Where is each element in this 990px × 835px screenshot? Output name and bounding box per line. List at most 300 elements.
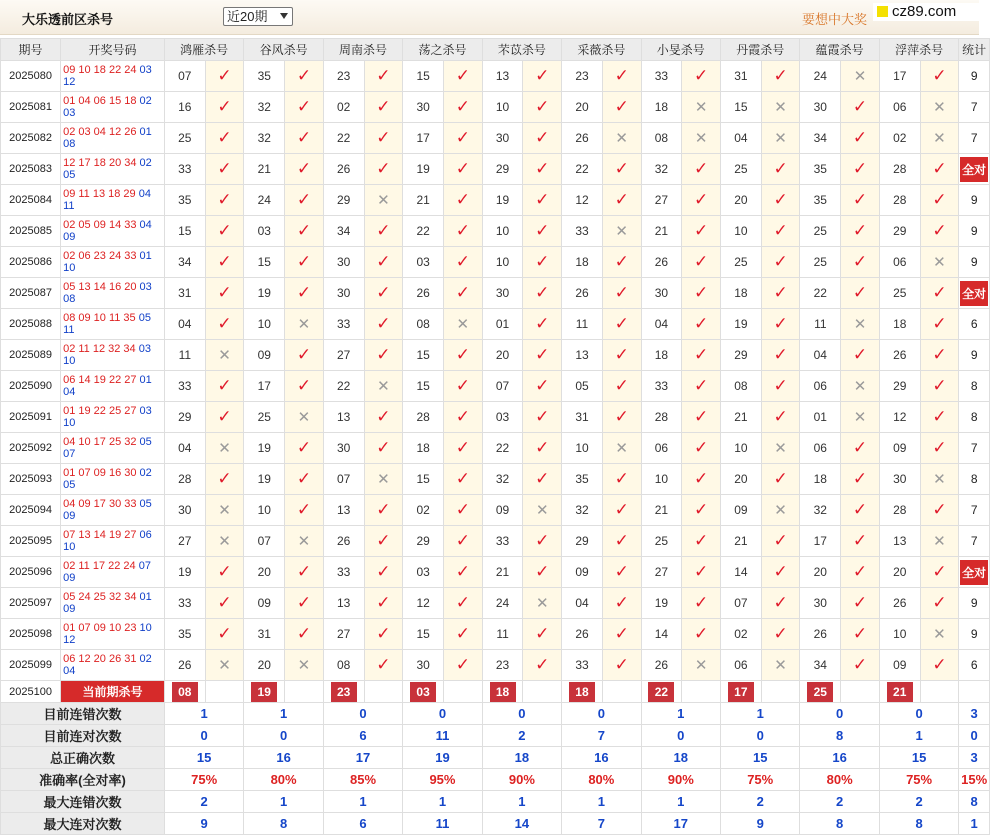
result-cell [920,433,959,464]
stat-value: 2 [879,791,958,813]
kill-number-cell: 10 [641,464,682,495]
all-right-badge: 全对 [960,157,988,182]
stat-value: 7 [562,725,641,747]
result-cell [364,526,403,557]
result-cell [761,402,800,433]
kill-number-cell: 06 [800,433,841,464]
kill-number-cell: 22 [403,216,444,247]
kill-number-cell: 18 [562,247,603,278]
promo-link[interactable]: 要想中大奖 [802,12,868,27]
result-cell [761,340,800,371]
result-cell [285,61,324,92]
result-cell [602,464,641,495]
kill-number-cell: 34 [323,216,364,247]
check-icon: ✓ [614,345,629,364]
check-icon: ✓ [376,314,391,333]
result-cell [364,495,403,526]
check-icon: ✓ [376,500,391,519]
stat-value: 1 [721,703,800,725]
check-icon: ✓ [296,159,312,178]
col-expert-8: 蕴霞杀号 [800,39,879,61]
result-cell [682,557,721,588]
period-cell: 2025096 [1,557,61,588]
kill-number-cell: 08 [323,650,364,681]
current-kill-cell [879,681,920,703]
result-cell [523,495,562,526]
result-cell [920,340,959,371]
current-kill-cell [164,681,205,703]
result-cell [602,340,641,371]
check-icon: ✓ [455,66,470,85]
result-cell [682,154,721,185]
stat-value: 7 [562,813,641,835]
check-icon: ✓ [773,314,788,333]
result-cell [523,278,562,309]
check-icon: ✓ [376,655,391,674]
kill-number-cell: 20 [482,340,523,371]
result-cell [920,619,959,650]
stat-value: 0 [323,703,402,725]
kill-number-cell: 07 [323,464,364,495]
back-numbers: 02 05 [63,157,152,181]
check-icon: ✓ [614,407,629,426]
kill-number-cell: 19 [164,557,205,588]
result-cell [920,371,959,402]
check-icon: ✓ [694,314,709,333]
kill-number-cell: 29 [164,402,205,433]
kill-number-cell: 19 [244,464,285,495]
result-cell [285,371,324,402]
kill-number-cell: 33 [164,154,205,185]
kill-number-cell: 33 [562,216,603,247]
front-numbers: 04 09 17 30 33 [63,498,137,510]
result-cell [285,464,324,495]
check-icon: ✓ [296,469,312,488]
check-icon: ✓ [773,469,788,488]
cross-icon: ✕ [218,347,231,364]
cross-icon: ✕ [774,440,787,457]
check-icon: ✓ [296,221,312,240]
result-cell [205,92,244,123]
kill-number-cell: 07 [244,526,285,557]
table-row [1,495,990,526]
kill-number-cell: 10 [562,433,603,464]
draw-numbers-cell [61,154,165,185]
stat-value: 15 [879,747,958,769]
stat-value: 90% [482,769,561,791]
check-icon: ✓ [535,314,550,333]
result-cell [602,557,641,588]
result-cell [205,61,244,92]
cross-icon: ✕ [774,130,787,147]
kill-number-cell: 22 [323,371,364,402]
kill-number-cell: 26 [562,123,603,154]
cross-icon: ✕ [694,99,708,116]
result-cell [920,557,959,588]
current-kill-number: 22 [648,682,674,702]
check-icon: ✓ [694,376,709,395]
kill-number-cell: 33 [323,557,364,588]
result-cell [364,61,403,92]
table-row [1,371,990,402]
result-cell [920,247,959,278]
check-icon: ✓ [376,531,391,550]
check-icon: ✓ [773,593,788,612]
kill-number-cell: 30 [800,92,841,123]
kill-number-cell: 26 [323,526,364,557]
check-icon: ✓ [376,345,391,364]
result-cell [443,650,482,681]
kill-number-cell: 15 [721,92,762,123]
result-cell [523,433,562,464]
result-cell [364,185,403,216]
stat-value: 0 [800,703,879,725]
kill-number-cell: 10 [721,216,762,247]
check-icon: ✓ [535,531,550,550]
kill-number-cell: 18 [641,340,682,371]
stat-value: 1 [641,791,720,813]
kill-number-cell: 34 [800,123,841,154]
kill-number-cell: 04 [721,123,762,154]
result-cell [523,185,562,216]
cross-icon: ✕ [535,595,549,612]
col-count: 统计 [959,39,990,61]
kill-number-cell: 13 [323,402,364,433]
stat-value: 1 [244,703,323,725]
kill-number-cell: 25 [800,216,841,247]
result-cell [205,185,244,216]
cross-icon: ✕ [853,409,867,426]
kill-number-cell: 35 [164,619,205,650]
kill-number-cell: 10 [721,433,762,464]
result-cell [682,402,721,433]
check-icon: ✓ [614,469,629,488]
result-cell [523,557,562,588]
result-cell [761,154,800,185]
stat-value: 85% [323,769,402,791]
cross-icon: ✕ [377,192,390,209]
check-icon: ✓ [535,345,550,364]
col-expert-5: 采薇杀号 [562,39,641,61]
result-cell [443,309,482,340]
back-numbers: 05 09 [63,498,152,522]
check-icon: ✓ [296,345,312,364]
col-expert-2: 周南杀号 [323,39,402,61]
check-icon: ✓ [852,128,868,147]
result-cell [682,464,721,495]
kill-number-cell: 29 [721,340,762,371]
period-cell: 2025092 [1,433,61,464]
stat-value: 6 [323,725,402,747]
check-icon: ✓ [455,376,470,395]
period-cell: 2025087 [1,278,61,309]
stat-value: 95% [403,769,482,791]
result-cell [682,123,721,154]
check-icon: ✓ [614,562,629,581]
result-cell [364,619,403,650]
draw-numbers-cell [61,216,165,247]
front-numbers: 07 13 14 19 27 [63,529,137,541]
stat-value: 18 [641,747,720,769]
site-logo[interactable] [873,3,979,21]
result-cell [285,619,324,650]
check-icon: ✓ [852,531,868,550]
kill-number-cell: 13 [323,495,364,526]
draw-numbers-cell [61,433,165,464]
result-cell [682,216,721,247]
front-numbers: 12 17 18 20 34 [63,157,137,169]
col-expert-9: 浮萍杀号 [879,39,958,61]
table-row [1,340,990,371]
result-cell [920,526,959,557]
top-bar [0,0,979,35]
result-cell [205,402,244,433]
col-expert-1: 谷风杀号 [244,39,323,61]
result-cell [285,278,324,309]
stat-label: 最大连错次数 [1,791,165,813]
result-cell [523,619,562,650]
kill-number-cell: 17 [244,371,285,402]
kill-number-cell: 10 [482,247,523,278]
result-cell [364,371,403,402]
check-icon: ✓ [376,159,391,178]
stat-total: 3 [959,703,990,725]
result-cell [602,61,641,92]
kill-number-cell: 06 [721,650,762,681]
check-icon: ✓ [932,159,947,178]
kill-number-cell: 10 [879,619,920,650]
result-cell [920,216,959,247]
result-cell [682,278,721,309]
count-cell: 9 [959,340,990,371]
front-numbers: 01 19 22 25 27 [63,405,137,417]
result-cell [364,402,403,433]
result-cell [205,340,244,371]
check-icon: ✓ [932,438,947,457]
stat-value: 1 [482,791,561,813]
count-cell: 9 [959,247,990,278]
stat-value: 18 [482,747,561,769]
kill-number-cell: 30 [800,588,841,619]
table-row [1,464,990,495]
back-numbers: 02 03 [63,95,152,119]
current-kill-number: 03 [410,682,436,702]
kill-number-cell: 25 [164,123,205,154]
stat-value: 0 [879,703,958,725]
kill-number-cell: 11 [562,309,603,340]
draw-numbers-cell [61,61,165,92]
cross-icon: ✕ [218,502,231,519]
kill-number-cell: 21 [482,557,523,588]
draw-numbers-cell [61,464,165,495]
check-icon: ✓ [773,283,788,302]
result-cell [443,433,482,464]
check-icon: ✓ [376,252,391,271]
front-numbers: 02 11 17 22 24 [63,560,136,572]
result-cell [364,216,403,247]
check-icon: ✓ [852,159,868,178]
kill-number-cell: 16 [164,92,205,123]
current-kill-cell [323,681,364,703]
period-cell: 2025084 [1,185,61,216]
result-cell [761,464,800,495]
kill-number-cell: 20 [721,185,762,216]
check-icon: ✓ [455,407,470,426]
period-cell: 2025088 [1,309,61,340]
result-cell [523,216,562,247]
draw-numbers-cell [61,371,165,402]
check-icon: ✓ [455,655,470,674]
check-icon: ✓ [455,128,470,147]
stat-value: 15 [721,747,800,769]
result-cell [602,650,641,681]
result-cell [523,247,562,278]
check-icon: ✓ [852,97,868,116]
front-numbers: 09 10 18 22 24 [63,64,137,76]
stat-value: 75% [879,769,958,791]
cross-icon: ✕ [297,657,311,674]
cross-icon: ✕ [615,130,628,147]
result-cell [285,433,324,464]
check-icon: ✓ [296,593,312,612]
result-cell [364,340,403,371]
check-icon: ✓ [614,531,629,550]
current-kill-blank [443,681,482,703]
stat-total: 0 [959,725,990,747]
col-draw: 开奖号码 [61,39,165,61]
kill-number-cell: 18 [641,92,682,123]
stat-value: 80% [800,769,879,791]
result-cell [364,92,403,123]
check-icon: ✓ [852,655,868,674]
back-numbers: 10 12 [63,622,152,646]
kill-number-cell: 10 [482,92,523,123]
col-period: 期号 [1,39,61,61]
stat-value: 1 [562,791,641,813]
check-icon: ✓ [455,190,470,209]
check-icon: ✓ [217,128,232,147]
result-cell [682,495,721,526]
check-icon: ✓ [932,376,947,395]
logo-square-icon [877,6,888,17]
current-kill-number: 19 [251,682,277,702]
result-cell [523,309,562,340]
result-cell [443,619,482,650]
result-cell [761,526,800,557]
front-numbers: 02 11 12 32 34 [63,343,136,355]
result-cell [841,278,880,309]
period-cell: 2025097 [1,588,61,619]
check-icon: ✓ [694,438,709,457]
current-kill-blank [841,681,880,703]
stat-value: 1 [879,725,958,747]
check-icon: ✓ [852,624,868,643]
kill-number-cell: 09 [244,588,285,619]
result-cell [761,619,800,650]
count-cell: 7 [959,92,990,123]
check-icon: ✓ [932,66,947,85]
result-cell [682,650,721,681]
result-cell [523,154,562,185]
kill-number-cell: 30 [641,278,682,309]
kill-number-cell: 30 [403,650,444,681]
stat-value: 11 [403,813,482,835]
kill-number-cell: 33 [323,309,364,340]
check-icon: ✓ [455,345,470,364]
check-icon: ✓ [852,562,868,581]
cross-icon: ✕ [933,99,946,116]
back-numbers: 03 10 [63,343,151,367]
check-icon: ✓ [455,252,470,271]
check-icon: ✓ [694,469,709,488]
cross-icon: ✕ [853,316,867,333]
result-cell [443,402,482,433]
check-icon: ✓ [217,562,232,581]
stat-total: 3 [959,747,990,769]
front-numbers: 01 04 06 15 18 [63,95,137,107]
check-icon: ✓ [376,221,391,240]
check-icon: ✓ [296,252,312,271]
result-cell [761,588,800,619]
period-range-select[interactable] [223,7,293,26]
period-cell: 2025091 [1,402,61,433]
cross-icon: ✕ [774,502,787,519]
check-icon: ✓ [217,221,232,240]
check-icon: ✓ [296,128,312,147]
result-cell [761,247,800,278]
back-numbers: 07 09 [63,560,151,584]
count-cell: 7 [959,433,990,464]
stat-value: 15 [164,747,243,769]
current-kill-cell [800,681,841,703]
check-icon: ✓ [932,190,947,209]
kill-number-cell: 21 [244,154,285,185]
col-expert-4: 芣苡杀号 [482,39,561,61]
result-cell [523,92,562,123]
kill-number-cell: 25 [721,154,762,185]
result-cell [841,61,880,92]
kill-number-cell: 26 [879,340,920,371]
result-cell [364,650,403,681]
result-cell [443,557,482,588]
check-icon: ✓ [614,500,629,519]
chevron-down-icon[interactable] [280,13,288,19]
draw-numbers-cell [61,402,165,433]
kill-number-cell: 20 [721,464,762,495]
result-cell [920,123,959,154]
check-icon: ✓ [852,500,868,519]
result-cell [841,92,880,123]
check-icon: ✓ [455,531,470,550]
kill-number-cell: 26 [323,154,364,185]
result-cell [841,464,880,495]
current-kill-cell [403,681,444,703]
check-icon: ✓ [614,66,629,85]
check-icon: ✓ [535,562,550,581]
back-numbers: 03 10 [63,405,152,429]
kill-number-cell: 02 [323,92,364,123]
result-cell [841,216,880,247]
result-cell [761,123,800,154]
check-icon: ✓ [614,159,629,178]
result-cell [523,61,562,92]
cross-icon: ✕ [377,471,390,488]
cross-icon: ✕ [933,254,946,271]
kill-number-cell: 08 [721,371,762,402]
kill-number-cell: 23 [323,61,364,92]
check-icon: ✓ [455,500,470,519]
check-icon: ✓ [376,97,391,116]
